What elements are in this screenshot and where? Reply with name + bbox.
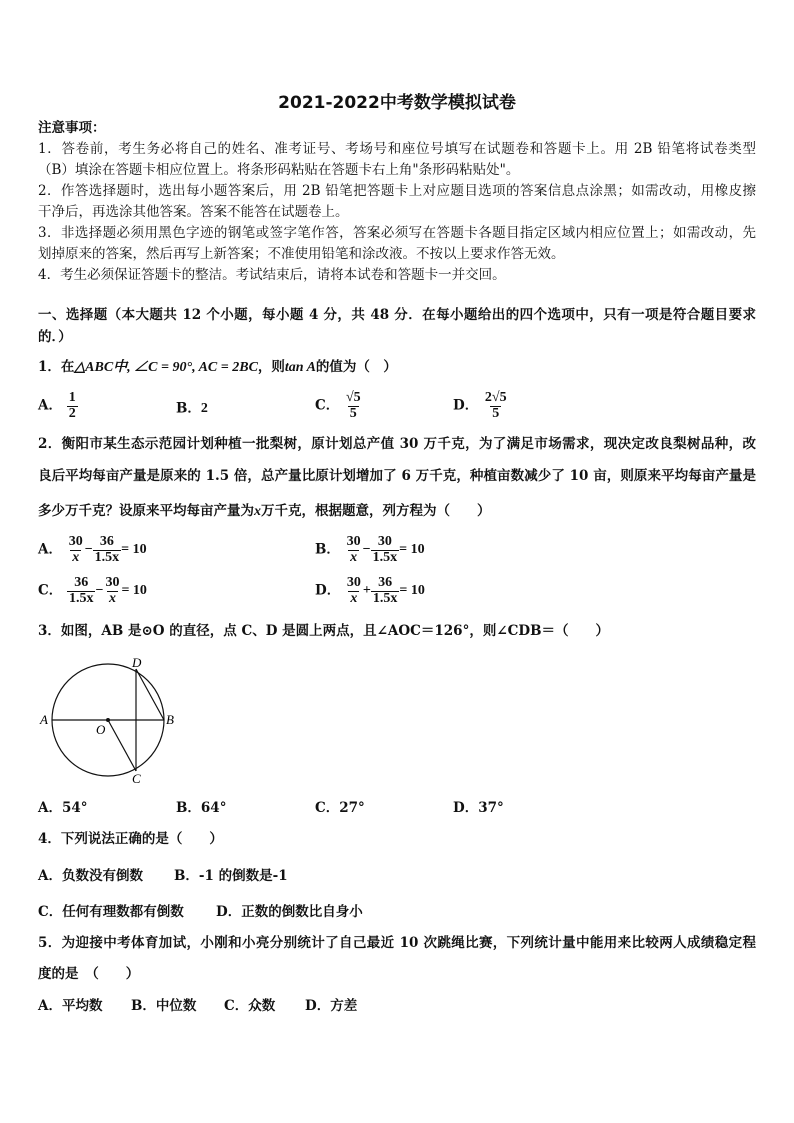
label-d: D <box>132 655 142 670</box>
q2-d-d2: 1.5x <box>372 590 398 606</box>
q1-d-den: 5 <box>492 405 500 421</box>
notice-heading: 注意事项： <box>38 120 106 136</box>
q2-d-d1: x <box>350 590 358 606</box>
q5-option-c[interactable]: C．众数 <box>224 998 276 1014</box>
q2-option-a[interactable] <box>38 535 147 565</box>
exam-title: 2021-2022中考数学模拟试卷 <box>278 93 516 113</box>
q2-c-op: − <box>95 583 104 599</box>
q1-d-num: 2√5 <box>484 390 507 405</box>
q2-a-d1: x <box>72 549 80 565</box>
q1-option-c-label: C． <box>315 397 340 414</box>
q1-option-a[interactable] <box>38 391 78 421</box>
q1-option-d-label: D． <box>453 397 479 414</box>
q2-a-op: − <box>84 542 93 558</box>
q2-line3-part1: 多少万千克？设原来平均每亩产量为 <box>38 503 254 519</box>
q2-a-frac-1 <box>67 535 85 565</box>
notice-line-6: 划掉原来的答案，然后再写上新答案；不准使用铅笔和涂改液。不按以上要求作答无效。 <box>38 246 565 262</box>
question-2-line-3 <box>38 505 491 519</box>
circle-diagram <box>36 652 186 786</box>
q2-a-n2: 36 <box>99 534 114 549</box>
question-2-line-2: 良后平均每亩产量是原来的 1.5 倍，总产量比原计划增加了 6 万千克，种植亩数减少了 10 亩，则原来平均每亩产量是 <box>38 468 756 484</box>
q1-option-c-fraction <box>344 391 363 421</box>
q2-a-frac-2 <box>93 535 122 565</box>
segment-oc <box>108 720 136 771</box>
notice-line-4: 干净后，再选涂其他答案。答案不能答在试题卷上。 <box>38 204 349 220</box>
q2-a-n1: 30 <box>68 534 83 549</box>
q1-c-den: 5 <box>349 405 357 421</box>
question-2-line-1: 2．衡阳市某生态示范园计划种植一批梨树，原计划总产值 30 万千克，为了满足市场需求，现决定改良梨树品种，改 <box>38 436 756 452</box>
q2-option-c-label: C． <box>38 582 63 599</box>
q3-option-d[interactable]: D．37° <box>453 800 504 816</box>
q2-d-n2: 36 <box>378 575 393 590</box>
q1-math-tan: tan A <box>284 360 316 375</box>
q2-c-n2: 30 <box>105 575 120 590</box>
q2-option-a-label: A． <box>38 541 62 558</box>
q3-option-c[interactable]: C．27° <box>315 800 365 816</box>
q3-option-b[interactable]: B．64° <box>176 800 227 816</box>
question-5-line-1: 5．为迎接中考体育加试，小刚和小亮分别统计了自己最近 10 次跳绳比赛，下列统计量中能用来比较两人成绩稳定程 <box>38 935 756 951</box>
q2-c-rhs: = 10 <box>121 583 147 599</box>
q4-option-c[interactable]: C．任何有理数都有倒数 <box>38 904 184 920</box>
q2-line3-part2: 万千克，根据题意，列方程为（ ） <box>261 503 491 519</box>
q5-option-a[interactable]: A．平均数 <box>38 998 103 1014</box>
q2-b-n2: 30 <box>377 534 392 549</box>
question-5-line-2: 度的是 （ ） <box>38 966 140 982</box>
label-c: C <box>132 771 141 786</box>
q2-a-d2: 1.5x <box>94 549 120 565</box>
q2-c-frac-1 <box>67 576 96 606</box>
notice-line-2: （B）填涂在答题卡相应位置上。将条形码粘贴在答题卡右上角"条形码粘贴处"。 <box>38 162 520 178</box>
q2-option-d[interactable] <box>315 576 425 606</box>
q2-option-b[interactable] <box>315 535 425 565</box>
q1-option-d[interactable] <box>453 391 509 421</box>
q1-suffix: 的值为（ ） <box>315 359 397 375</box>
q2-b-d1: x <box>350 549 358 565</box>
notice-line-5: 3．非选择题必须用黑色字迹的钢笔或签字笔作答，答案必须写在答题卡各题目指定区域内相应位置上；如需改动，先 <box>38 225 756 241</box>
q1-c-num: √5 <box>345 390 361 405</box>
q2-b-frac-2 <box>371 535 400 565</box>
notice-line-3: 2．作答选择题时，选出每小题答案后，用 2B 铅笔把答题卡上对应题目选项的答案信息点涂黑；如需改动，用橡皮擦 <box>38 183 756 199</box>
question-1-stem <box>38 361 397 375</box>
question-4-stem: 4．下列说法正确的是（ ） <box>38 831 223 847</box>
q4-option-d[interactable]: D．正数的倒数比自身小 <box>216 904 363 920</box>
segment-db <box>136 669 164 720</box>
label-a: A <box>40 712 48 727</box>
label-o: O <box>96 722 106 737</box>
q2-option-d-label: D． <box>315 582 341 599</box>
q1-option-b[interactable] <box>176 402 208 416</box>
section-header-line-1: 一、选择题（本大题共 12 个小题，每小题 4 分，共 48 分．在每小题给出的四个选项中，只有一项是符合题目要求 <box>38 307 756 323</box>
q2-d-frac-1 <box>345 576 363 606</box>
q1-a-den: 2 <box>68 405 76 421</box>
q3-option-a[interactable]: A．54° <box>38 800 88 816</box>
q1-option-b-label: B． <box>176 400 201 417</box>
q2-c-d2: x <box>108 590 116 606</box>
q2-d-op: + <box>362 583 371 599</box>
q5-option-b[interactable]: B．中位数 <box>131 998 197 1014</box>
q2-b-rhs: = 10 <box>399 542 425 558</box>
notice-line-1: 1．答卷前，考生务必将自己的姓名、准考证号、考场号和座位号填写在试题卷和答题卡上。用 2B 铅笔将试卷类型 <box>38 141 756 157</box>
q2-b-d2: 1.5x <box>372 549 398 565</box>
q2-a-rhs: = 10 <box>121 542 147 558</box>
q2-c-d1: 1.5x <box>68 590 94 606</box>
q1-a-num: 1 <box>68 390 76 405</box>
q1-mid: ，则 <box>257 359 285 375</box>
q1-option-c[interactable] <box>315 391 363 421</box>
q2-variable: x <box>254 504 261 519</box>
q2-option-b-label: B． <box>315 541 340 558</box>
q4-option-a[interactable]: A．负数没有倒数 <box>38 868 143 884</box>
q2-b-n1: 30 <box>346 534 361 549</box>
q1-option-a-fraction <box>67 391 78 421</box>
notice-line-7: 4．考生必须保证答题卡的整洁。考试结束后，请将本试卷和答题卡一并交回。 <box>38 267 506 283</box>
q1-prefix: 1．在 <box>38 359 75 375</box>
q2-option-c[interactable] <box>38 576 147 606</box>
q2-c-frac-2 <box>103 576 121 606</box>
label-b: B <box>166 712 174 727</box>
q2-d-rhs: = 10 <box>399 583 425 599</box>
q1-option-a-label: A． <box>38 397 62 414</box>
q2-d-n1: 30 <box>346 575 361 590</box>
q1-b-value: 2 <box>200 401 208 416</box>
q2-c-n1: 36 <box>74 575 89 590</box>
section-header-line-2: 的．） <box>38 329 72 345</box>
q2-b-op: − <box>362 542 371 558</box>
q1-option-d-fraction <box>483 391 509 421</box>
q4-option-b[interactable]: B．-1 的倒数是-1 <box>174 868 288 884</box>
q2-b-frac-1 <box>345 535 363 565</box>
q2-d-frac-2 <box>371 576 400 606</box>
question-3-stem: 3．如图，AB 是⊙O 的直径，点 C、D 是圆上两点，且∠AOC＝126°，则∠CDB＝（ ） <box>38 623 609 639</box>
q5-option-d[interactable]: D．方差 <box>305 998 358 1014</box>
q1-math: △ABC中, ∠C = 90°, AC = 2BC <box>74 360 258 375</box>
center-point <box>106 718 110 722</box>
